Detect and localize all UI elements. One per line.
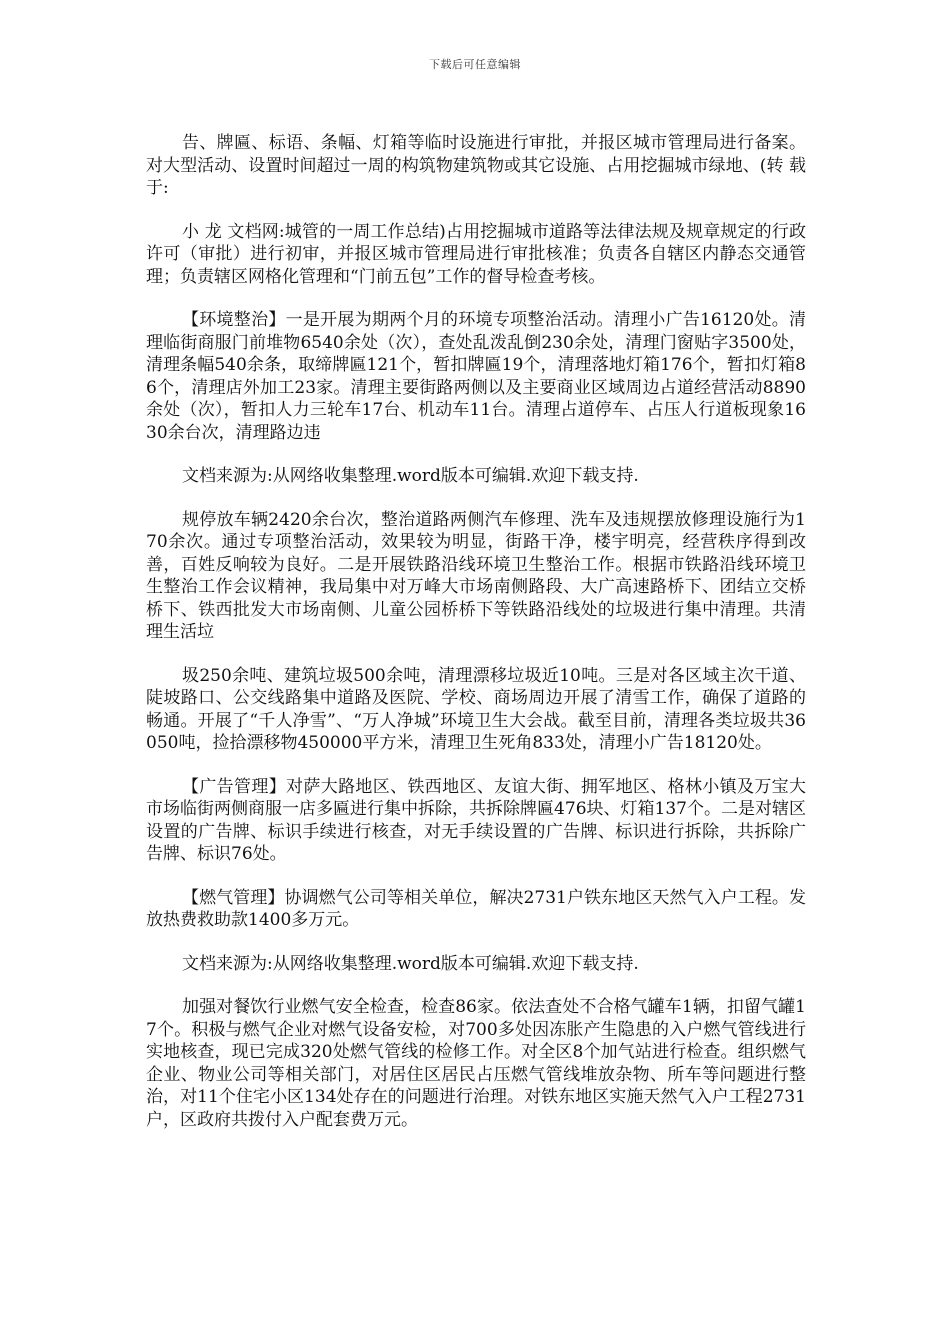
paragraph-railway-cleanup: 规停放车辆2420余台次，整治道路两侧汽车修理、洗车及违规摆放修理设施行为170余次。通过专项整治活动，效果较为明显，街路干净，楼宇明亮，经营秩序得到改善，百姓反响较为良好。二是开展铁路沿线环境卫生整治工作。根据市铁路沿线环境卫生整治工作会议精神，我局集中对万峰大市场南侧路段、大广高速路桥下、团结立交桥桥下、铁西批发大市场南侧、儿童公园桥桥下等铁路沿线处的垃圾进行集中清理。共清理生活垃 [146, 509, 806, 642]
paragraph-advertising: 【广告管理】对萨大路地区、铁西地区、友谊大街、拥军地区、格林小镇及万宝大市场临街两侧商服一店多匾进行集中拆除，共拆除牌匾476块、灯箱137个。二是对辖区设置的广告牌、标识手续进行核查，对无手续设置的广告牌、标识进行拆除，共拆除广告牌、标识76处。 [146, 776, 806, 864]
paragraph-gas-safety: 加强对餐饮行业燃气安全检查，检查86家。依法查处不合格气罐车1辆，扣留气罐17个。积极与燃气企业对燃气设备安检，对700多处因冻胀产生隐患的入户燃气管线进行实地核查，现已完成320处燃气管线的检修工作。对全区8个加气站进行检查。组织燃气企业、物业公司等相关部门，对居住区居民占压燃气管线堆放杂物、所车等问题进行整治，对11个住宅小区134处存在的问题进行治理。对铁东地区实施天然气入户工程2731户，区政府共拨付入户配套费万元。 [146, 997, 806, 1130]
source-note: 文档来源为:从网络收集整理.word版本可编辑.欢迎下载支持. [182, 953, 639, 974]
page-header: 下载后可任意编辑 [429, 58, 521, 71]
paragraph-approval: 告、牌匾、标语、条幅、灯箱等临时设施进行审批，并报区城市管理局进行备案。对大型活动、设置时间超过一周的构筑物建筑物或其它设施、占用挖掘城市绿地、(转 载于: [146, 133, 806, 198]
paragraph-gas-management: 【燃气管理】协调燃气公司等相关单位，解决2731户铁东地区天然气入户工程。发放热费救助款1400多万元。 [146, 887, 806, 930]
source-note: 文档来源为:从网络收集整理.word版本可编辑.欢迎下载支持. [182, 466, 639, 486]
document-body [146, 132, 806, 1152]
paragraph-permits: 小 龙 文档网:城管的一周工作总结)占用挖掘城市道路等法律法规及规章规定的行政许可（审批）进行初审，并报区城市管理局进行审批核准；负责各自辖区内静态交通管理；负责辖区网格化管理和“门前五包”工作的督导检查考核。 [146, 221, 806, 287]
paragraph-environment: 【环境整治】一是开展为期两个月的环境专项整治活动。清理小广告16120处。清理临街商服门前堆物6540余处（次），查处乱泼乱倒230余处，清理门窗贴字3500处，清理条幅540余条，取缔牌匾121个，暂扣牌匾19个，清理落地灯箱176个，暂扣灯箱86个，清理店外加工23家。清理主要街路两侧以及主要商业区域周边占道经营活动8890余处（次），暂扣人力三轮车17台、机动车11台。清理占道停车、占压人行道板现象1630余台次，清理路边违 [146, 310, 806, 443]
paragraph-snow-cleanup: 圾250余吨、建筑垃圾500余吨，清理漂移垃圾近10吨。三是对各区域主次干道、陡坡路口、公交线路集中道路及医院、学校、商场周边开展了清雪工作，确保了道路的畅通。开展了“千人净雪”、“万人净城”环境卫生大会战。截至目前，清理各类垃圾共36050吨，捡拾漂移物450000平方米，清理卫生死角833处，清理小广告18120处。 [146, 665, 806, 753]
